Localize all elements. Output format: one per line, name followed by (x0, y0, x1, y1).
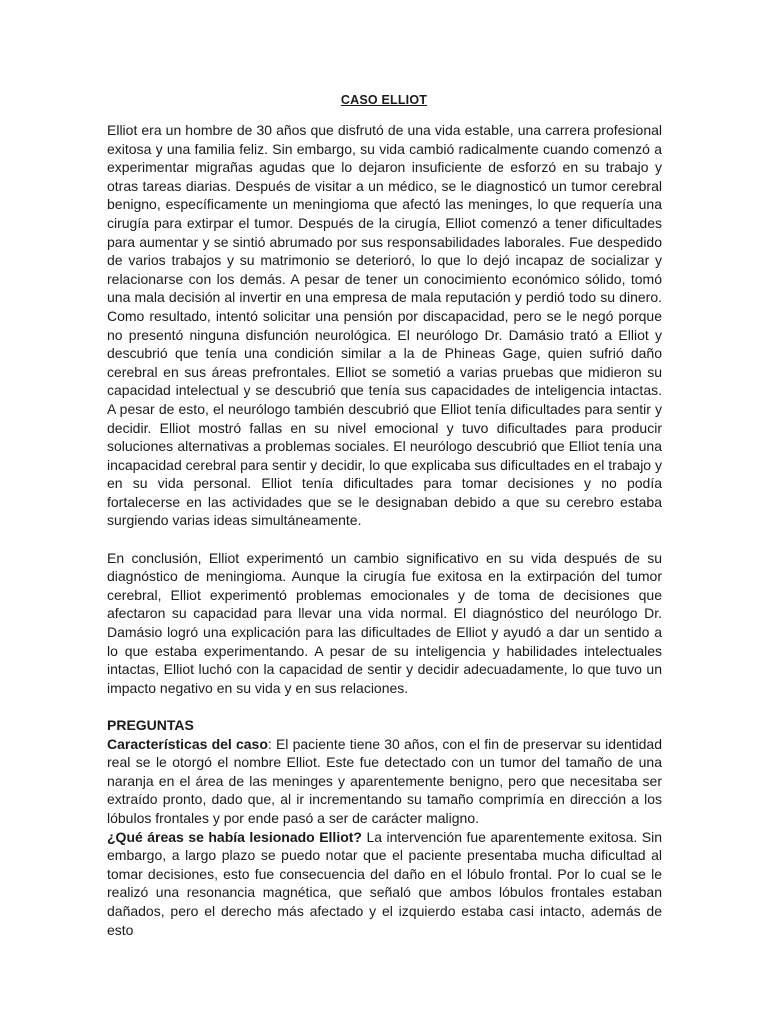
document-title: CASO ELLIOT (340, 93, 428, 107)
body-paragraph-1: Elliot era un hombre de 30 años que disfrutó de una vida estable, una carrera profesional exitosa y una familia feliz. Sin embargo, su vida cambió radicalmente cuando comenzó a experimentar migrañas agudas que lo dejaron insuficiente de esforzó en su trabajo y otras tareas diarias. Después de visitar a un médico, se le diagnosticó un tumor cerebral benigno, específicamente un meningioma que afectó las meninges, lo que requería una cirugía para extirpar el tumor. Después de la cirugía, Elliot comenzó a tener dificultades para aumentar y se sintió abrumado por sus responsabilidades laborales. Fue despedido de varios trabajos y su matrimonio se deterioró, lo que lo dejó incapaz de socializar y relacionarse con los demás. A pesar de tener un conocimiento económico sólido, tomó una mala decisión al invertir en una empresa de mala reputación y perdió todo su dinero. Como resultado, intentó solicitar una pensión por discapacidad, pero se le negó porque no presentó ninguna disfunción neurológica. El neurólogo Dr. Damásio trató a Elliot y descubrió que tenía una condición similar a la de Phineas Gage, quien sufrió daño cerebral en sus áreas prefrontales. Elliot se sometió a varias pruebas que midieron su capacidad intelectual y se descubrió que tenía sus capacidades de inteligencia intactas. A pesar de esto, el neurólogo también descubrió que Elliot tenía dificultades para sentir y decidir. Elliot mostró fallas en su nivel emocional y tuvo dificultades para producir soluciones alternativas a problemas sociales. El neurólogo descubrió que Elliot tenía una incapacidad cerebral para sentir y decidir, lo que explicaba sus dificultades en el trabajo y en su vida personal. Elliot tenía dificultades para tomar decisiones y no podía fortalecerse en las actividades que se le designaban debido a que su cerebro estaba surgiendo varias ideas simultáneamente. (107, 122, 662, 529)
question-1-text: El paciente tiene 30 años, con el fin de preservar su identidad real se le otorgó el nombre Elliot. Este fue detectado con un tumor del tamaño de una naranja en el área de las meninges y aparentemente benigno, pero que necesitaba ser extraído pronto, dado que, al ir incrementando su tamaño comprimía en dirección a los lóbulos frontales y por ende pasó a ser de carácter maligno. (107, 735, 663, 826)
questions-heading: PREGUNTAS (107, 717, 194, 733)
question-1-title: Características del caso (107, 735, 268, 752)
body-paragraph-2: En conclusión, Elliot experimentó un cambio significativo en su vida después de su diagnóstico de meningioma. Aunque la cirugía fue exitosa en la extirpación del tumor cerebral, Elliot experimentó problemas emocionales y de toma de decisiones que afectaron su capacidad para llevar una vida normal. El diagnóstico del neurólogo Dr. Damásio logró una explicación para las dificultades de Elliot y ayudó a dar un sentido a lo que estaba experimentando. A pesar de su inteligencia y habilidades intelectuales intactas, Elliot luchó con la capacidad de sentir y decidir adecuadamente, lo que tuvo un impacto negativo en su vida y en sus relaciones. (107, 549, 662, 696)
document-body (107, 121, 662, 939)
question-2 (107, 828, 662, 940)
question-1 (107, 735, 662, 828)
question-1-separator: : (267, 735, 276, 752)
question-2-text: La intervención fue aparentemente exitosa. Sin embargo, a largo plazo se puedo notar que el paciente presentaba mucha dificultad al tomar decisiones, esto fue consecuencia del daño en el lóbulo frontal. Por lo cual se le realizó una resonancia magnética, que señaló que ambos lóbulos frontales estaban dañados, pero el derecho más afectado y el izquierdo estaba casi intacto, además de esto (107, 828, 662, 938)
question-2-title: ¿Qué áreas se había lesionado Elliot? (107, 828, 362, 845)
